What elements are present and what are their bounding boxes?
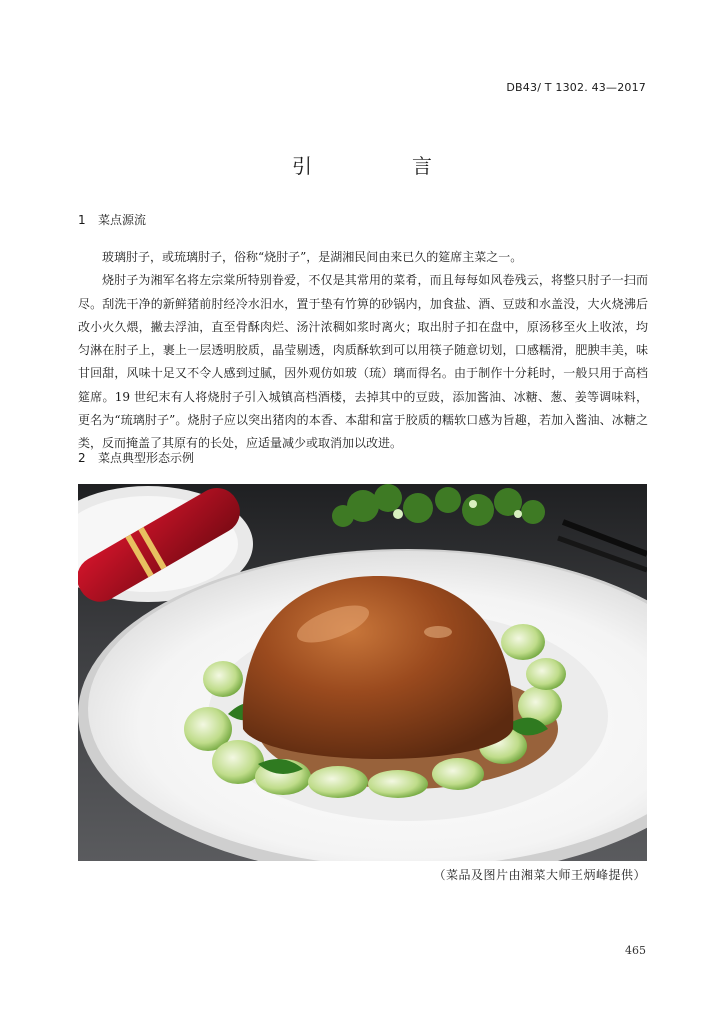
standard-code: DB43/ T 1302. 43—2017 (506, 81, 646, 94)
section-heading-example (78, 449, 194, 466)
dish-photo (78, 484, 647, 861)
body-text (78, 246, 648, 456)
section-number: 1 (78, 213, 86, 227)
page-title: 引 言 (292, 154, 472, 178)
photo-caption: （菜品及图片由湘菜大师王炳峰提供） (433, 868, 646, 882)
section-title: 菜点源流 (98, 213, 147, 227)
section-title: 菜点典型形态示例 (98, 451, 195, 465)
paragraph-intro: 玻璃肘子，或琉璃肘子，俗称“烧肘子”，是湖湘民间由来已久的筵席主菜之一。 (102, 250, 523, 264)
section-heading-origin (78, 211, 146, 228)
page-number: 465 (625, 944, 646, 957)
section-number: 2 (78, 451, 86, 465)
paragraph-history: 烧肘子为湘军名将左宗棠所特别眷爱，不仅是其常用的菜肴，而且每每如风卷残云，将整只肘子一扫而尽。刮洗干净的新鲜猪前肘经冷水汨水，置于垫有竹箅的砂锅内，加食盐、酒、豆豉和水盖没，大火烧沸后改小火久煨，撇去浮油，直至骨酥肉烂、汤汁浓稠如浆时离火；取出肘子扣在盘中，原汤移至火上收浓，均匀淋在肘子上，裹上一层透明胶质，晶莹剔透，肉质酥软到可以用筷子随意切划，口感糯滑，肥腴丰美，味甘回甜，风味十足又不令人感到过腻，因外观仿如玻（琉）璃而得名。由于制作十分耗时，一般只用于高档筵席。19 世纪末有人将烧肘子引入城镇高档酒楼，去掉其中的豆豉，添加酱油、冰糖、葱、姜等调味料，更名为“琉璃肘子”。烧肘子应以突出猪肉的本香、本甜和富于胶质的糯软口感为旨趣，若加入酱油、冰糖之类，反而掩盖了其原有的长处，应适量减少或取消加以改进。 (78, 273, 648, 451)
